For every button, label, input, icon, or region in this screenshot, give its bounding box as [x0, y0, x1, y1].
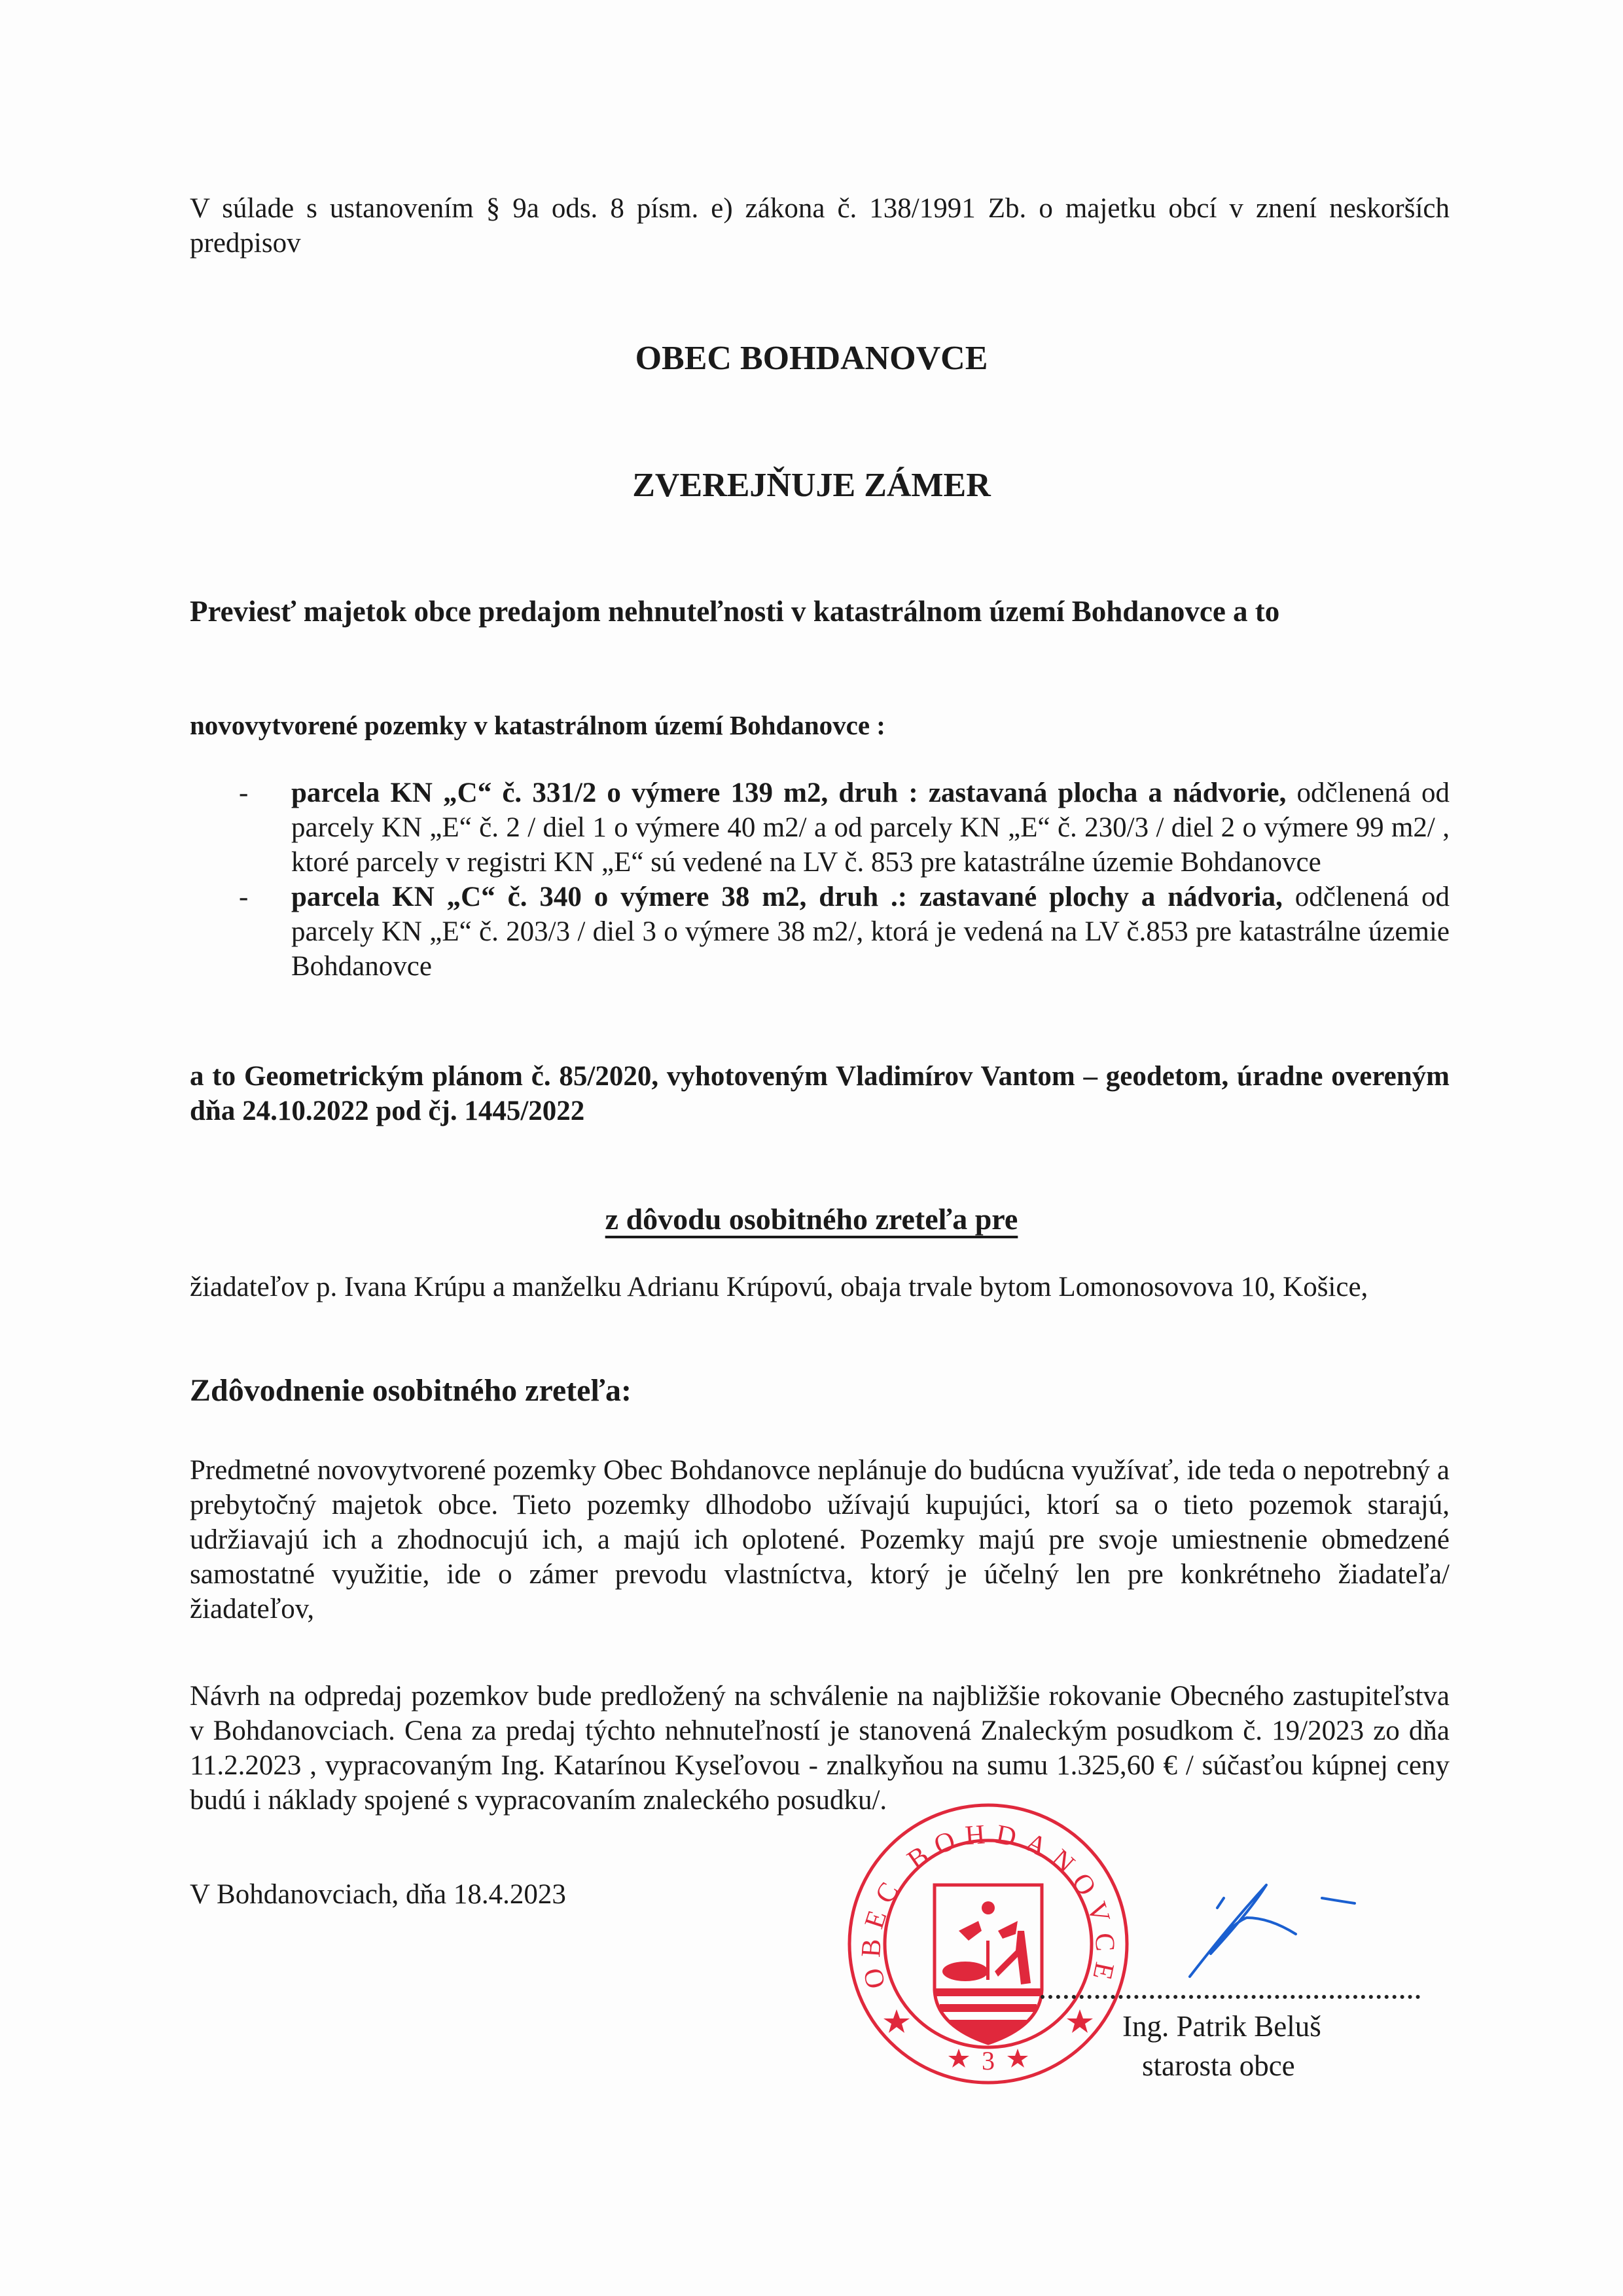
star-icon — [1067, 2009, 1093, 2033]
signer-role: starosta obce — [1142, 2049, 1295, 2082]
parcel-details: odčlenená od parcely KN „E“ č. 2 / diel 1 o výmere 40 m2/ a od parcely KN „E“ č. 230/3 / diel 2 o výmere 99 m2/ , ktoré parcely v registri KN „E“ sú vedené na LV č. 853 pre katastrálne územie Bohdanovce — [291, 778, 1450, 878]
proposal-paragraph: Návrh na odpredaj pozemkov bude predložený na schválenie na najbližšie rokovanie Obecného zastupiteľstva v Bohdanovciach. Cena za predaj týchto nehnuteľností je stanovená Znaleckým posudkom č. 19/2023 zo dňa 11.2.2023 , vypracovaným Ing. Katarínou Kyseľovou - znalkyňou na sumu 1.325,60 € / súčasťou kúpnej ceny budú i náklady spojené s vypracovaním znaleckého posudku/. — [190, 1681, 1450, 1816]
stamp-number: 3 — [982, 2046, 995, 2075]
reason-heading: z dôvodu osobitného zreteľa pre — [605, 1202, 1018, 1236]
applicants-paragraph: žiadateľov p. Ivana Krúpu a manželku Adrianu Krúpovú, obaja trvale bytom Lomonosovova 10, Košice, — [190, 1272, 1368, 1302]
justification-heading: Zdôvodnenie osobitného zreteľa: — [190, 1373, 632, 1408]
parcel-item — [232, 880, 1450, 984]
document-subtitle: ZVEREJŇUJE ZÁMER — [632, 467, 991, 504]
stamp-ring-text: OBEC BOHDANOVCE — [856, 1819, 1120, 1992]
parcel-list — [232, 776, 1450, 984]
leaf-icon — [998, 1921, 1018, 1939]
parcel-description: parcela KN „C“ č. 331/2 o výmere 139 m2, druh : zastavaná plocha a nádvorie, — [291, 778, 1287, 808]
intent-paragraph: Previesť majetok obce predajom nehnuteľnosti v katastrálnom území Bohdanovce a to — [190, 595, 1280, 628]
parcel-details: odčlenená od parcely KN „E“ č. 203/3 / diel 3 o výmere 38 m2/, ktorá je vedená na LV č.853 pre katastrálne územie Bohdanovce — [291, 882, 1450, 982]
star-icon — [883, 2009, 910, 2033]
shield-stripe — [940, 2004, 1037, 2012]
signature-line — [1041, 1995, 1420, 1999]
star-icon — [948, 2049, 969, 2068]
parcel-item — [232, 776, 1450, 880]
place-and-date: V Bohdanovciach, dňa 18.4.2023 — [190, 1879, 566, 1910]
signer-name: Ing. Patrik Beluš — [1122, 2010, 1321, 2043]
parcels-intro: novovytvorené pozemky v katastrálnom území Bohdanovce : — [190, 710, 885, 740]
bullet-dash: - — [239, 778, 249, 808]
geometric-plan-paragraph: a to Geometrickým plánom č. 85/2020, vyhotoveným Vladimírov Vantom – geodetom, úradne overeným dňa 24.10.2022 pod čj. 1445/2022 — [190, 1061, 1450, 1126]
municipal-stamp-icon — [844, 1800, 1132, 2088]
sun-icon — [982, 1901, 995, 1914]
ploughman-icon — [995, 1931, 1031, 1984]
star-icon — [1007, 2049, 1028, 2068]
ox-icon — [942, 1962, 988, 1981]
handwritten-signature-icon — [1171, 1872, 1420, 1990]
legal-basis-paragraph: V súlade s ustanovením § 9a ods. 8 písm. e) zákona č. 138/1991 Zb. o majetku obcí v znení neskorších predpisov — [190, 193, 1450, 259]
justification-paragraph: Predmetné novovytvorené pozemky Obec Bohdanovce neplánuje do budúcna využívať, ide teda o nepotrebný a prebytočný majetok obce. Tieto pozemky dlhodobo užívajú kupujúci, ktorí sa o tieto pozemok starajú, udržiavajú ich a zhodnocujú ich, a majú ich oplotené. Pozemky majú pre svoje umiestnenie obmedzené samostatné využitie, ide o zámer prevodu vlastníctva, ktorý je účelný len pre konkrétneho žiadateľa/ žiadateľov, — [190, 1455, 1450, 1624]
leaf-icon — [959, 1921, 982, 1941]
shield-stripe — [936, 1988, 1041, 1996]
bullet-dash: - — [239, 882, 249, 912]
parcel-description: parcela KN „C“ č. 340 o výmere 38 m2, druh .: zastavané plochy a nádvoria, — [291, 882, 1283, 912]
document-title: OBEC BOHDANOVCE — [635, 340, 988, 377]
